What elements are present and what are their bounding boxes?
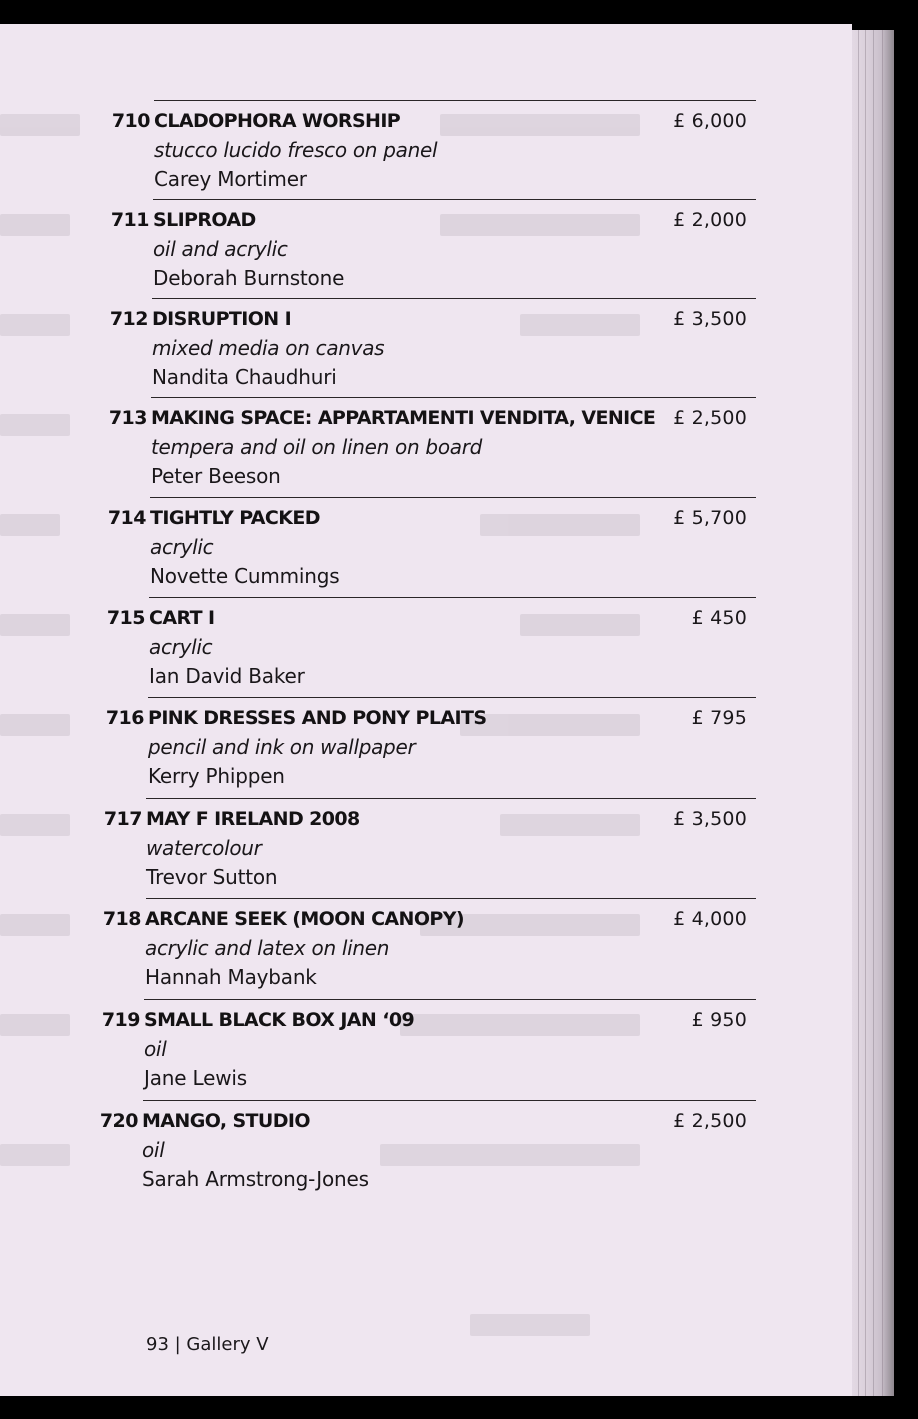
entry-divider <box>146 798 756 799</box>
entry-title: DISRUPTION I <box>152 308 292 330</box>
entry-title: SMALL BLACK BOX JAN ‘09 <box>144 1009 415 1031</box>
catalogue-entry-713 <box>80 397 760 493</box>
entry-number: 718 <box>102 908 141 930</box>
entry-divider <box>151 397 756 398</box>
entry-number: 710 <box>111 110 150 132</box>
entry-medium: pencil and ink on wallpaper <box>148 735 416 759</box>
entry-title: MANGO, STUDIO <box>142 1110 310 1132</box>
entry-number: 715 <box>106 607 145 629</box>
entry-medium: watercolour <box>146 836 262 860</box>
entry-price: £ 5,700 <box>673 507 747 529</box>
entry-divider <box>146 898 756 899</box>
entry-divider <box>148 697 756 698</box>
entry-title: MAY F IRELAND 2008 <box>146 808 360 830</box>
catalogue-entry-711 <box>80 199 760 295</box>
entry-number: 719 <box>101 1009 140 1031</box>
entry-price: £ 6,000 <box>673 110 747 132</box>
entry-artist: Ian David Baker <box>149 664 305 688</box>
entry-number: 711 <box>110 209 149 231</box>
entry-number: 714 <box>107 507 146 529</box>
entry-title: MAKING SPACE: APPARTAMENTI VENDITA, VENICE <box>151 407 656 429</box>
catalogue-entry-714 <box>80 497 760 593</box>
entry-title: SLIPROAD <box>153 209 256 231</box>
entry-price: £ 450 <box>691 607 747 629</box>
entry-medium: oil and acrylic <box>153 237 288 261</box>
catalogue-entry-716 <box>80 697 760 793</box>
catalogue-entry-712 <box>80 298 760 394</box>
entry-title: PINK DRESSES AND PONY PLAITS <box>148 707 487 729</box>
catalogue-entry-717 <box>80 798 760 894</box>
catalogue-entry-719 <box>80 999 760 1095</box>
entry-price: £ 3,500 <box>673 808 747 830</box>
entry-divider <box>149 597 756 598</box>
entry-medium: oil <box>142 1138 165 1162</box>
entry-title: TIGHTLY PACKED <box>150 507 320 529</box>
entry-artist: Hannah Maybank <box>145 965 317 989</box>
entry-artist: Sarah Armstrong-Jones <box>142 1167 369 1191</box>
entry-divider <box>152 298 756 299</box>
entry-number: 716 <box>105 707 144 729</box>
entry-artist: Peter Beeson <box>151 464 281 488</box>
entry-artist: Novette Cummings <box>150 564 340 588</box>
catalogue-page <box>0 24 852 1396</box>
entry-price: £ 2,000 <box>673 209 747 231</box>
entry-number: 713 <box>108 407 147 429</box>
entry-medium: oil <box>144 1037 167 1061</box>
catalogue-entry-715 <box>80 597 760 693</box>
catalogue-entry-720 <box>80 1100 760 1196</box>
entry-divider <box>153 199 756 200</box>
entry-price: £ 3,500 <box>673 308 747 330</box>
entry-price: £ 2,500 <box>673 1110 747 1132</box>
entry-medium: tempera and oil on linen on board <box>151 435 483 459</box>
entry-artist: Deborah Burnstone <box>153 266 345 290</box>
entry-number: 712 <box>109 308 148 330</box>
entry-price: £ 950 <box>691 1009 747 1031</box>
entry-medium: acrylic <box>149 635 213 659</box>
entry-divider <box>144 999 756 1000</box>
entry-artist: Trevor Sutton <box>146 865 278 889</box>
entry-price: £ 4,000 <box>673 908 747 930</box>
entry-medium: stucco lucido fresco on panel <box>154 138 438 162</box>
entry-artist: Kerry Phippen <box>148 764 285 788</box>
entry-medium: mixed media on canvas <box>152 336 385 360</box>
catalogue-entry-718 <box>80 898 760 994</box>
entry-title: CLADOPHORA WORSHIP <box>154 110 401 132</box>
catalogue-entry-710 <box>80 100 760 196</box>
entry-price: £ 795 <box>691 707 747 729</box>
entry-divider <box>150 497 756 498</box>
entry-title: ARCANE SEEK (MOON CANOPY) <box>145 908 464 930</box>
entry-title: CART I <box>149 607 215 629</box>
entry-number: 717 <box>103 808 142 830</box>
entry-divider <box>143 1100 756 1101</box>
entry-artist: Nandita Chaudhuri <box>152 365 337 389</box>
entry-artist: Jane Lewis <box>144 1066 247 1090</box>
entry-medium: acrylic <box>150 535 214 559</box>
entry-medium: acrylic and latex on linen <box>145 936 390 960</box>
entry-artist: Carey Mortimer <box>154 167 307 191</box>
entry-divider <box>154 100 756 101</box>
entry-price: £ 2,500 <box>673 407 747 429</box>
page-footer: 93 | Gallery V <box>146 1334 269 1355</box>
page-edge <box>852 30 894 1396</box>
entry-number: 720 <box>99 1110 138 1132</box>
